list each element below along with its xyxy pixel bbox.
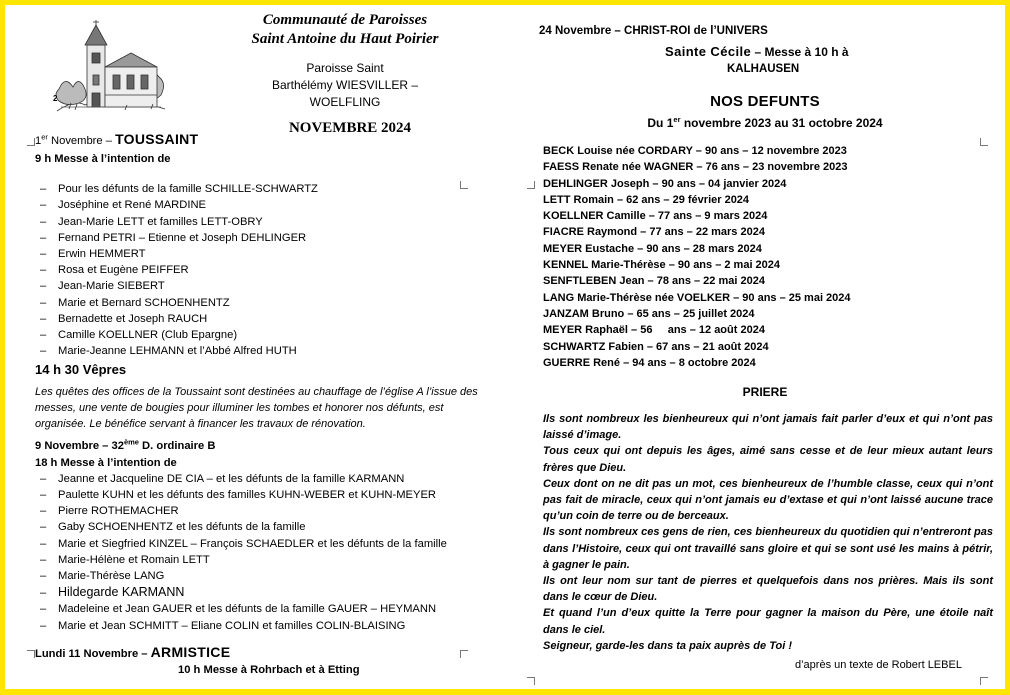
- toussaint-heading: 1er Novembre – TOUSSAINT: [35, 131, 199, 147]
- deceased-entry: MEYER Raphaël – 56 ans – 12 août 2024: [543, 324, 765, 337]
- intention-item: – Joséphine et René MARDINE: [40, 199, 206, 212]
- deceased-entry: SCHWARTZ Fabien – 67 ans – 21 août 2024: [543, 340, 769, 353]
- intention-item: – Jean-Marie SIEBERT: [40, 280, 165, 293]
- toussaint-feast: TOUSSAINT: [115, 131, 199, 147]
- intention-item: – Marie-Hélène et Romain LETT: [40, 553, 210, 566]
- nov9-mass: 18 h Messe à l’intention de: [35, 456, 177, 469]
- community-line1: Communauté de Paroisses: [262, 12, 428, 28]
- nov11-mass: 10 h Messe à Rohrbach et à Etting: [178, 664, 360, 677]
- intention-item: – Bernadette et Joseph RAUCH: [40, 312, 208, 325]
- intention-item: – Madeleine et Jean GAUER et les défunts de la famille GAUER – HEYMANN: [40, 603, 437, 616]
- prayer-paragraph: Ils sont nombreux les bienheureux qui n’ont jamais fait parler d’eux et qui n’ont pas laissé d’image.: [543, 413, 993, 442]
- deceased-entry: LANG Marie-Thérèse née VOELKER – 90 ans – 25 mai 2024: [543, 291, 851, 304]
- intention-item: – Marie-Jeanne LEHMANN et l’Abbé Alfred HUTH: [40, 345, 297, 358]
- toussaint-intentions: [40, 181, 500, 359]
- prayer-paragraph: Tous ceux qui ont depuis les âges, aimé sans cesse et de leur mieux autant leurs frères que Dieu.: [543, 445, 993, 474]
- nov9-intentions: [40, 471, 500, 634]
- defunts-period: Du 1er novembre 2023 au 31 octobre 2024: [647, 115, 883, 130]
- left-column: [5, 5, 505, 689]
- intention-item: – Marie-Thérèse LANG: [40, 570, 165, 583]
- intention-item: – Marie et Siegfried KINZEL – François SCHAEDLER et les défunts de la famille: [40, 537, 447, 550]
- deceased-entry: BECK Louise née CORDARY – 90 ans – 12 novembre 2023: [543, 145, 847, 157]
- parish-line3: WOELFLING: [309, 95, 381, 109]
- deceased-entry: KENNEL Marie-Thérèse – 90 ans – 2 mai 2024: [543, 259, 781, 272]
- prayer-paragraph: Ils ont leur nom sur tant de pierres et quelquefois dans nos prières. Mais ils sont dans le cœur de Dieu.: [543, 575, 993, 604]
- parish-line1: Paroisse Saint: [306, 61, 384, 75]
- intention-item: – Paulette KUHN et les défunts des familles KUHN-WEBER et KUHN-MEYER: [40, 489, 437, 502]
- intention-item: – Marie et Jean SCHMITT – Eliane COLIN et familles COLIN-BLAISING: [40, 619, 406, 632]
- parish-name: [215, 60, 475, 111]
- prayer-text: [543, 411, 993, 654]
- prayer-paragraph: Et quand l’un d’eux quitte la Terre pour gagner la maison du Père, une étoile naît dans le ciel.: [543, 607, 993, 636]
- intention-item: – Marie et Bernard SCHOENHENTZ: [40, 296, 230, 309]
- toussaint-note: Les quêtes des offices de la Toussaint sont destinées au chauffage de l’église A l’issue des messes, une vente de bougies pour illuminer les tombes et honorer nos défunts, est organisée. Le bénéfice servant à financer les travaux de rénovation.: [35, 386, 478, 431]
- community-line2: Saint Antoine du Haut Poirier: [251, 31, 439, 47]
- prayer-paragraph: Ils sont nombreux ces gens de rien, ces bienheureux du quotidien qui n’entreront pas dans l’Histoire, ceux qui ont travaillé sans gloire et qui se sont usé les mains à pétrir, à gagner le pain.: [543, 526, 993, 571]
- intention-item: – Rosa et Eugène PEIFFER: [40, 264, 189, 277]
- prayer-paragraph: Seigneur, garde-les dans ta paix auprès de Toi !: [543, 639, 792, 652]
- saint-name: Sainte Cécile: [665, 44, 752, 59]
- intention-item: – Erwin HEMMERT: [40, 248, 146, 261]
- intention-item: – Pierre ROTHEMACHER: [40, 505, 179, 518]
- intention-item: – Jeanne et Jacqueline DE CIA – et les défunts de la famille KARMANN: [40, 472, 405, 485]
- deceased-entry: DEHLINGER Joseph – 90 ans – 04 janvier 2024: [543, 177, 787, 190]
- church-illustration: [55, 19, 167, 115]
- nov24-place: KALHAUSEN: [727, 63, 800, 75]
- bulletin-page: [5, 5, 1005, 689]
- parish-line2: Barthélémy WIESVILLER –: [271, 78, 419, 92]
- deceased-entry: MEYER Eustache – 90 ans – 28 mars 2024: [543, 242, 762, 255]
- deceased-entry: GUERRE René – 94 ans – 8 octobre 2024: [543, 356, 756, 369]
- deceased-list: [543, 143, 993, 371]
- month-title: NOVEMBRE 2024: [288, 120, 412, 136]
- deceased-entry: LETT Romain – 62 ans – 29 février 2024: [543, 193, 750, 206]
- deceased-entry: FIACRE Raymond – 77 ans – 22 mars 2024: [543, 226, 765, 239]
- deceased-entry: SENFTLEBEN Jean – 78 ans – 22 mai 2024: [543, 275, 765, 288]
- nov24-mass: Sainte Cécile – Messe à 10 h à: [665, 44, 849, 59]
- intention-item: – Camille KOELLNER (Club Epargne): [40, 329, 238, 342]
- deceased-entry: FAESS Renate née WAGNER – 76 ans – 23 novembre 2023: [543, 161, 848, 174]
- intention-item: – Fernand PETRI – Etienne et Joseph DEHLINGER: [40, 231, 307, 244]
- left-schedule: [35, 129, 500, 678]
- intention-item: – Hildegarde KARMANN: [40, 585, 185, 600]
- vespers: 14 h 30 Vêpres: [35, 362, 127, 378]
- prayer-title: PRIERE: [742, 385, 788, 399]
- nov24-heading: 24 Novembre – CHRIST-ROI de l’UNIVERS: [539, 25, 768, 37]
- nov11-heading: Lundi 11 Novembre – ARMISTICE: [35, 643, 231, 660]
- prayer-author: d’après un texte de Robert LEBEL: [795, 659, 962, 671]
- prayer-paragraph: Ceux dont on ne dit pas un mot, ces bienheureux de l’humble classe, ceux qui n’ont pas fait de miracle, ceux qui n’ont jamais eu d’extase et qui n’ont laissé aucune trace qu’un coin de terre ou de berceaux.: [543, 477, 993, 523]
- toussaint-mass: 9 h Messe à l’intention de: [35, 153, 171, 165]
- right-column: [505, 5, 1005, 689]
- defunts-title: NOS DEFUNTS: [710, 93, 820, 110]
- intention-item: – Pour les défunts de la famille SCHILLE-SCHWARTZ: [40, 183, 318, 196]
- deceased-entry: JANZAM Bruno – 65 ans – 25 juillet 2024: [543, 307, 755, 320]
- community-title: [195, 11, 495, 49]
- deceased-entry: KOELLNER Camille – 77 ans – 9 mars 2024: [543, 210, 768, 223]
- image-mark: 2: [53, 94, 58, 103]
- armistice-feast: ARMISTICE: [150, 643, 231, 660]
- intention-item: – Jean-Marie LETT et familles LETT-OBRY: [40, 215, 263, 228]
- intention-item: – Gaby SCHOENHENTZ et les défunts de la famille: [40, 521, 306, 534]
- nov9-heading: 9 Novembre – 32ème D. ordinaire B: [35, 437, 216, 453]
